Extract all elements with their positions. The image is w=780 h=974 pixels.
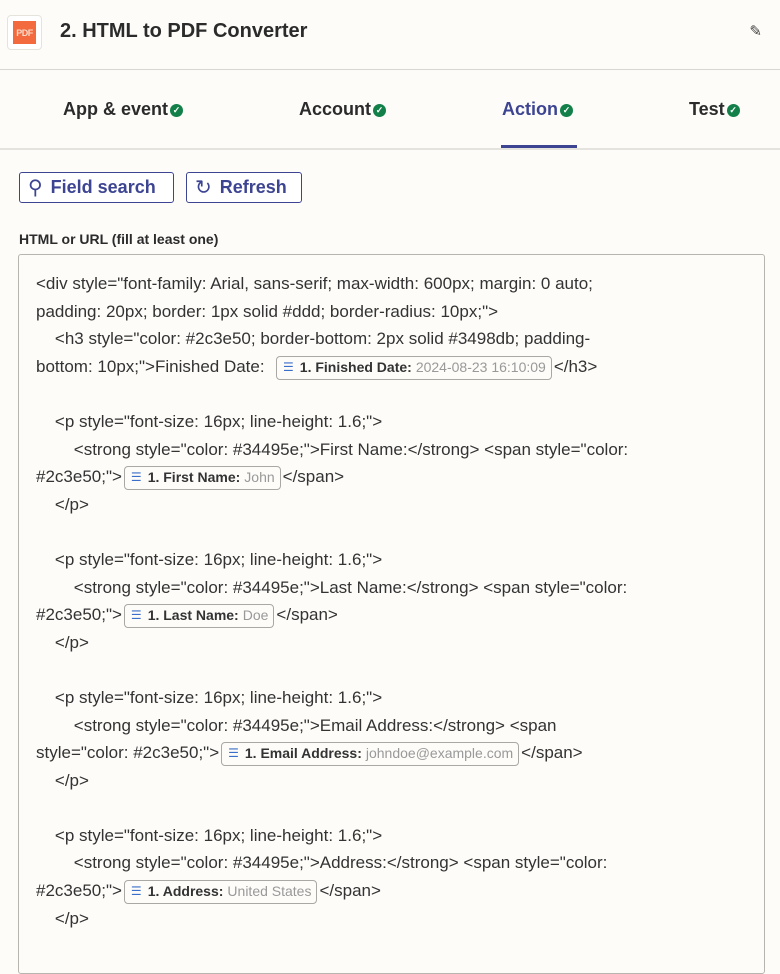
editor-line	[36, 408, 764, 436]
tab-action[interactable]	[502, 98, 573, 120]
pill-label: 1. Finished Date:	[299, 358, 412, 375]
code-text: </span>	[319, 881, 381, 901]
refresh-label: Refresh	[219, 177, 287, 197]
tab-label: Test	[689, 98, 725, 119]
field-list-icon: ☰	[228, 746, 239, 761]
field-list-icon: ☰	[130, 608, 142, 623]
code-text: padding: 20px; border: 1px solid #ddd; border-radius: 10px;">	[36, 301, 499, 321]
editor-line	[36, 712, 764, 740]
field-list-icon: ☰	[283, 359, 294, 374]
search-icon: ⚲	[28, 177, 43, 199]
field-search-label: Field search	[50, 177, 156, 197]
check-icon: ✓	[373, 104, 386, 117]
app-icon-text: PDF	[13, 21, 36, 44]
code-text: <p style="font-size: 16px; line-height: 1.6;">	[36, 549, 383, 569]
code-text: <h3 style="color: #2c3e50; border-bottom: 2px solid #3498db; padding-	[36, 329, 591, 349]
code-text: <strong style="color: #34495e;">Address:</strong> <span style="color:	[36, 853, 608, 873]
pill-value: 2024-08-23 16:10:09	[415, 358, 546, 375]
check-icon: ✓	[560, 104, 573, 117]
check-icon: ✓	[727, 104, 740, 117]
editor-line	[36, 849, 764, 877]
mapped-field-pill[interactable]	[124, 466, 281, 490]
pdf-app-icon	[7, 15, 42, 50]
code-text: #2c3e50;">	[36, 605, 122, 625]
field-search-button[interactable]	[19, 172, 174, 203]
pill-value: United States	[227, 883, 312, 900]
tab-label: Account	[299, 98, 371, 119]
field-label: HTML or URL (fill at least one)	[19, 231, 219, 247]
editor-line	[36, 574, 764, 602]
code-text: style="color: #2c3e50;">	[36, 743, 220, 763]
pill-label: 1. First Name:	[147, 469, 241, 486]
step-title: 2. HTML to PDF Converter	[60, 20, 308, 42]
mapped-field-pill[interactable]	[124, 604, 275, 628]
pill-value: Doe	[242, 607, 269, 624]
code-text: </span>	[521, 743, 583, 763]
editor-line	[36, 518, 764, 546]
editor-line	[36, 794, 764, 822]
editor-line	[36, 601, 764, 629]
editor-line	[36, 629, 764, 657]
mapped-field-pill[interactable]	[221, 742, 519, 766]
pencil-icon[interactable]: ✎	[749, 23, 762, 40]
editor-line	[36, 822, 764, 850]
code-text: </p>	[36, 908, 89, 928]
editor-line	[36, 353, 764, 381]
code-text: </h3>	[553, 356, 598, 376]
editor-line	[36, 739, 764, 767]
tab-label: Action	[502, 98, 558, 119]
code-text: bottom: 10px;">Finished Date:	[36, 356, 275, 376]
tab-test[interactable]	[689, 98, 740, 120]
editor-line	[36, 325, 764, 353]
pill-label: 1. Address:	[147, 883, 224, 900]
step-header	[0, 0, 780, 70]
code-text: <p style="font-size: 16px; line-height: 1.6;">	[36, 411, 383, 431]
refresh-icon: ↻	[195, 177, 212, 199]
code-text: <p style="font-size: 16px; line-height: 1.6;">	[36, 825, 383, 845]
mapped-field-pill[interactable]	[124, 880, 318, 904]
editor-line	[36, 298, 764, 326]
editor-line	[36, 656, 764, 684]
editor-line	[36, 436, 764, 464]
editor-line	[36, 491, 764, 519]
field-list-icon: ☰	[130, 884, 142, 899]
code-text: #2c3e50;">	[36, 467, 122, 487]
field-list-icon: ☰	[130, 470, 142, 485]
refresh-button[interactable]	[186, 172, 302, 203]
pill-label: 1. Last Name:	[147, 607, 239, 624]
editor-line	[36, 546, 764, 574]
code-text: <strong style="color: #34495e;">Last Name:</strong> <span style="color:	[36, 577, 628, 597]
code-text: </p>	[36, 632, 89, 652]
code-text: <div style="font-family: Arial, sans-serif; max-width: 600px; margin: 0 auto;	[36, 274, 593, 293]
pill-value: John	[244, 469, 275, 486]
code-text: </p>	[36, 494, 89, 514]
editor-line	[36, 380, 764, 408]
tab-account[interactable]	[299, 98, 386, 120]
step-tabs	[0, 70, 780, 150]
editor-line	[36, 905, 764, 933]
editor-line	[36, 684, 764, 712]
code-text: </span>	[282, 467, 345, 487]
mapped-field-pill[interactable]	[276, 356, 552, 380]
editor-line	[36, 877, 764, 905]
tab-app-event[interactable]	[63, 98, 183, 120]
tab-label: App & event	[63, 98, 169, 119]
code-text: </span>	[276, 605, 338, 625]
active-tab-indicator	[501, 145, 577, 148]
code-text: <strong style="color: #34495e;">Email Address:</strong> <span	[36, 715, 557, 735]
code-text: </p>	[36, 770, 89, 790]
html-or-url-input[interactable]	[18, 254, 765, 974]
pill-value: johndoe@example.com	[365, 745, 514, 762]
editor-line	[36, 767, 764, 795]
pill-label: 1. Email Address:	[244, 745, 362, 762]
code-text: <strong style="color: #34495e;">First Name:</strong> <span style="color:	[36, 439, 629, 459]
code-text: <p style="font-size: 16px; line-height: 1.6;">	[36, 687, 383, 707]
editor-line	[36, 463, 764, 491]
code-text: #2c3e50;">	[36, 881, 122, 901]
check-icon: ✓	[170, 104, 183, 117]
editor-line	[36, 270, 764, 298]
